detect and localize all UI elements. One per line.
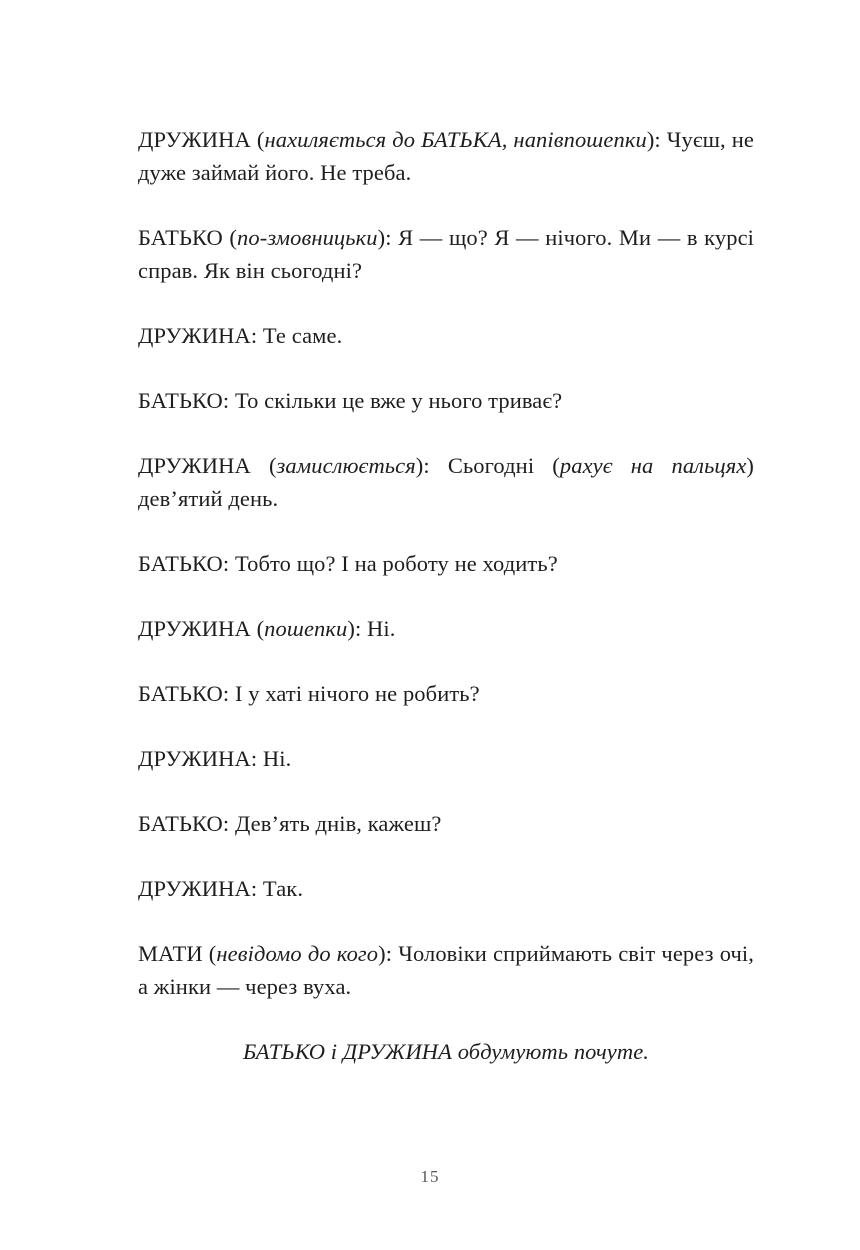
speaker-name: МАТИ (138, 941, 203, 966)
dialogue-line: БАТЬКО: То скільки це вже у нього триває? (138, 388, 563, 413)
spoken-text: І у хаті нічого не робить? (234, 681, 480, 706)
dialogue-line: БАТЬКО: І у хаті нічого не робить? (138, 681, 480, 706)
speaker-name: ДРУЖИНА (138, 876, 251, 901)
dialogue-line: ДРУЖИНА: Те саме. (138, 323, 343, 348)
speaker-name: ДРУЖИНА (138, 127, 251, 152)
spoken-text: ) дев’ятий день. (138, 453, 755, 511)
spoken-text: Сьогодні ( (447, 453, 560, 478)
speaker-name: ДРУЖИНА (138, 616, 251, 641)
spoken-text: Чоловіки сприймають світ через очі, а жінки — через вуха. (138, 941, 754, 999)
speaker-name: ДРУЖИНА (138, 453, 251, 478)
spoken-text: Я — що? Я — нічого. Ми — в курсі справ. Як він сьогодні? (138, 225, 755, 283)
speaker-name: БАТЬКО (138, 551, 223, 576)
page-body (138, 123, 754, 1100)
spoken-text: Ні. (262, 746, 292, 771)
spoken-text: Чуєш, не дуже займай його. Не треба. (138, 127, 755, 185)
stage-direction-inline: нахиляється до БАТЬКА, напівпошепки (264, 127, 647, 152)
dialogue-line: БАТЬКО (по-змовницьки): Я — що? Я — нічого. Ми — в курсі справ. Як він сьогодні? (138, 225, 755, 283)
spoken-text: Так. (262, 876, 304, 901)
spoken-text: Дев’ять днів, кажеш? (234, 811, 442, 836)
stage-direction-inline: пошепки (264, 616, 348, 641)
dialogue-line: БАТЬКО: Тобто що? І на роботу не ходить? (138, 551, 558, 576)
spoken-text: То скільки це вже у нього триває? (234, 388, 563, 413)
speaker-name: ДРУЖИНА (138, 746, 251, 771)
dialogue-line: ДРУЖИНА: Так. (138, 876, 304, 901)
dialogue-line: ДРУЖИНА: Ні. (138, 746, 292, 771)
stage-direction-inline: невідомо до кого (216, 941, 379, 966)
spoken-text: Тобто що? І на роботу не ходить? (234, 551, 558, 576)
spoken-text: Те саме. (262, 323, 343, 348)
dialogue-line: БАТЬКО: Дев’ять днів, кажеш? (138, 811, 442, 836)
speaker-name: БАТЬКО (138, 811, 223, 836)
stage-direction-inline: рахує на пальцях (559, 453, 747, 478)
dialogue-line: ДРУЖИНА (нахиляється до БАТЬКА, напівпошепки): Чуєш, не дуже займай його. Не треба. (138, 127, 755, 185)
stage-direction-inline: замислюється (276, 453, 416, 478)
stage-direction: БАТЬКО і ДРУЖИНА обдумують почуте. (242, 1039, 650, 1064)
dialogue-line: ДРУЖИНА (замислюється): Сьогодні (рахує на пальцях) дев’ятий день. (138, 453, 755, 511)
dialogue-line: ДРУЖИНА (пошепки): Ні. (138, 616, 396, 641)
speaker-name: БАТЬКО (138, 388, 223, 413)
speaker-name: БАТЬКО (138, 225, 223, 250)
dialogue-line: МАТИ (невідомо до кого): Чоловіки сприймають світ через очі, а жінки — через вуха. (138, 941, 754, 999)
speaker-name: ДРУЖИНА (138, 323, 251, 348)
stage-direction-inline: по-змовницьки (237, 225, 378, 250)
spoken-text: Ні. (367, 616, 396, 641)
speaker-name: БАТЬКО (138, 681, 223, 706)
page-number: 15 (420, 1167, 440, 1186)
